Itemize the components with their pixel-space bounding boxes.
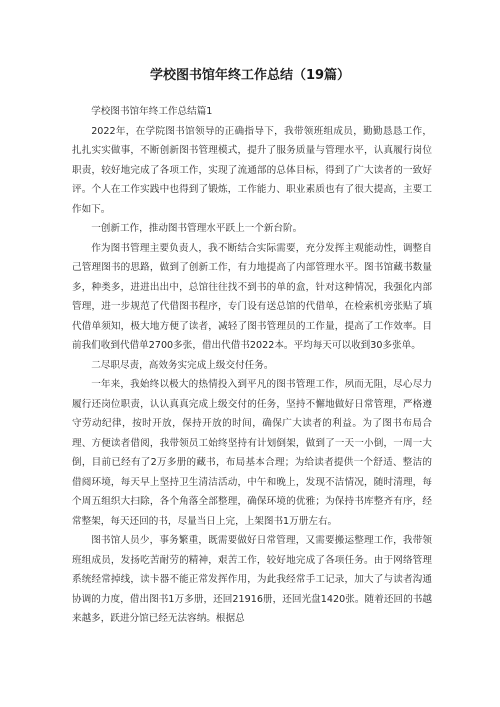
paragraph: 图书馆人员少，事务繁重，既需要做好日常管理，又需要搬运整理工作，我带领班组成员，发扬吃苦耐劳的精神，艰苦工作，较好地完成了各项任务。由于网络管理系统经常掉线，读卡器不能正常发挥作用，为此我经常手工记录，加大了与读者沟通协调的力度，借出图书1万多册，还回21916册，还回光盘1420张。随着还回的书越来越多，跃进分馆已经无法容纳。根据总: [72, 535, 432, 624]
paragraph: 二尽职尽责，高效务实完成上级交付任务。: [91, 359, 274, 371]
paragraph: 作为图书管理主要负责人，我不断结合实际需要，充分发挥主观能动性，调整自己管理图书的思路，做到了创新工作，有力地提高了内部管理水平。图书馆藏书数量多，种类多，进进出出中，总馆往往找不到书的单的盒，针对这种情况，我强化内部管理，进一步规范了代借图书程序，专门设有送总馆的代借单，在检索机旁张贴了填代借单须知，极大地方便了读者，减轻了图书管理员的工作量，提高了工作效率。目前我们收到代借单2700多张，借出代借书2022本。平均每天可以收到30多张单。: [72, 242, 432, 351]
paragraph: 一创新工作，推动图书管理水平跃上一个新台阶。: [91, 223, 303, 234]
paragraph: 一年来，我始终以极大的热情投入到平凡的图书管理工作，夙而无阻，尽心尽力履行还岗位职责，认认真真完成上级交付的任务，坚持不懈地做好日常管理，严格遵守劳动纪律，按时开放，保持开放的时间，确保广大读者的利益。为了图书布局合理、方便读者借阅，我带领员工始终坚持有计划倒架，做到了一天一小倒，一周一大倒，目前已经有了2万多册的藏书，布局基本合理；为给读者提供一个舒适、整洁的借阅环境，每天早上坚持卫生清洁活动，中午和晚上，发现不洁情况，随时清理，每个周五组织大扫除，各个角落全部整理，确保环境的优雅；为保持书库整齐有序，经常整架，每天还回的书，尽量当日上完，上架图书1万册左右。: [72, 379, 432, 527]
paragraph: 2022年，在学院图书馆领导的正确指导下，我带领班组成员，勤勤恳恳工作，扎扎实实做事，不断创新图书管理模式，提升了服务质量与管理水平，认真履行岗位职责，较好地完成了各项工作，实现了流通部的总体目标，得到了广大读者的一致好评。个人在工作实践中也得到了锻炼，工作能力、职业素质也有了很大提高，主要工作如下。: [72, 125, 432, 215]
document-title: 学校图书馆年终工作总结（19篇）: [149, 68, 351, 83]
section-heading: 学校图书馆年终工作总结篇1: [91, 106, 213, 117]
document-body: [72, 102, 432, 629]
